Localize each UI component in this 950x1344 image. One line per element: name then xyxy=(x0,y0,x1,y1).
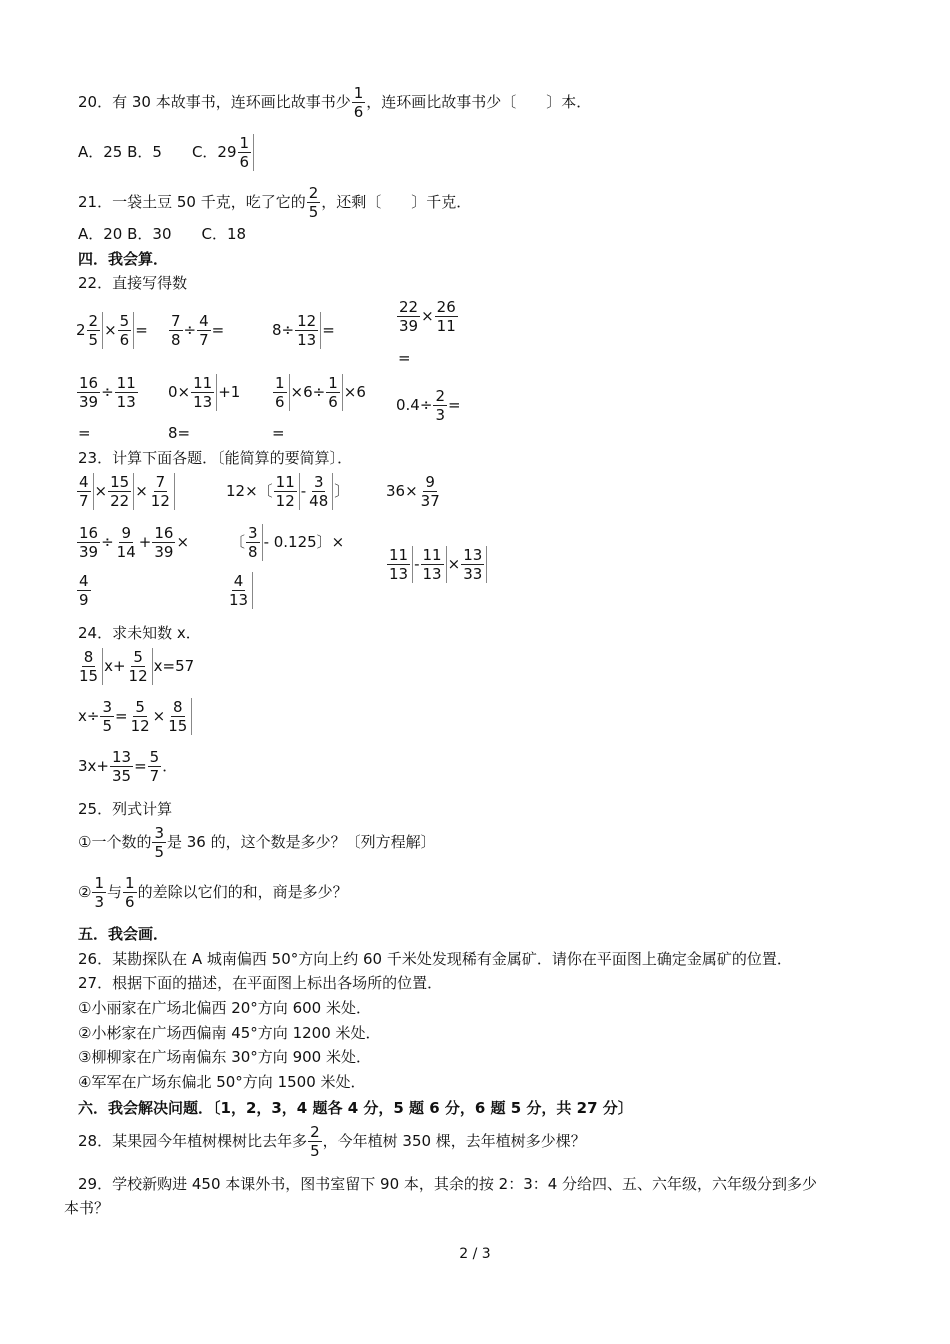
fraction: $\frac{9}{37}$ xyxy=(420,473,440,510)
fraction: $\frac{7}{8}$ xyxy=(171,312,181,349)
fraction: $\frac{11}{13}$ xyxy=(116,374,136,411)
q22-expr-7-eq: = xyxy=(272,424,285,442)
q27-item-4: ④军军在广场东偏北 50°方向 1500 米处． xyxy=(78,1073,366,1091)
question-26: 26．某勘探队在 A 城南偏西 50°方向上约 60 千米处发现稀有金属矿．请你在平面图上确定金属矿的位置． xyxy=(78,950,792,968)
q20-text: 20．有 30 本故事书，连环画比故事书少 xyxy=(78,93,351,111)
q25-item-1: ①一个数的 $\frac{3}{5}$ 是 36 的，这个数是多少？〔列方程解〕 xyxy=(78,824,436,861)
question-29-line-2: 本书？ xyxy=(64,1199,110,1217)
fraction: $\frac{2}{5}$ xyxy=(310,1123,320,1160)
fraction: $\frac{3}{48}$ xyxy=(307,473,333,510)
fraction: $\frac{11}{12}$ xyxy=(274,473,300,510)
fraction: $\frac{5}{12}$ xyxy=(127,648,153,685)
fraction: $\frac{1}{6}$ xyxy=(125,874,135,911)
fraction: $\frac{7}{12}$ xyxy=(149,473,175,510)
q27-item-2: ②小彬家在广场西偏南 45°方向 1200 米处． xyxy=(78,1024,381,1042)
fraction: $\frac{3}{8}$ xyxy=(246,524,263,561)
question-28: 28．某果园今年植树棵树比去年多 $\frac{2}{5}$ ，今年植树 350 棵，去年植树多少棵？ xyxy=(78,1123,586,1160)
fraction: $\frac{2}{3}$ xyxy=(435,387,445,424)
q22-expr-5: $\frac{16}{39}$ ÷ $\frac{11}{13}$ xyxy=(79,374,136,411)
fraction: $\frac{13}{35}$ xyxy=(112,748,132,785)
q24-eq-3: 3x+ $\frac{13}{35}$ = $\frac{5}{7}$ ． xyxy=(78,748,178,785)
fraction: $\frac{26}{11}$ xyxy=(436,298,456,335)
fraction: $\frac{2}{5}$ xyxy=(87,312,104,349)
q22-expr-6: 0× $\frac{11}{13}$ +1 xyxy=(168,374,241,411)
fraction: $\frac{4}{13}$ xyxy=(227,572,253,609)
fraction: $\frac{12}{13}$ xyxy=(295,312,321,349)
fraction: $\frac{2}{5}$ xyxy=(308,184,319,221)
q21-options: A．20 B．30 C．18 xyxy=(78,225,247,243)
fraction: $\frac{3}{5}$ xyxy=(102,698,112,735)
fraction: $\frac{4}{9}$ xyxy=(79,572,89,609)
fraction: $\frac{15}{22}$ xyxy=(108,473,134,510)
question-29-line-1: 29．学校新购进 450 本课外书，图书室留下 90 本，其余的按 2：3：4 分给四、五、六年级，六年级分到多少 xyxy=(78,1175,818,1193)
fraction: $\frac{1}{6}$ xyxy=(238,134,255,171)
q23-expr-6: $\frac{11}{13}$ - $\frac{11}{13}$ × $\frac{13}{33}$ xyxy=(386,546,488,583)
fraction: $\frac{13}{33}$ xyxy=(461,546,487,583)
fraction: $\frac{4}{7}$ xyxy=(77,473,94,510)
q20-options: A．25 B．5 C．29 $\frac{1}{6}$ xyxy=(78,134,255,171)
q22-expr-2: $\frac{7}{8}$ ÷ $\frac{4}{7}$ = xyxy=(171,312,225,349)
fraction: $\frac{3}{5}$ xyxy=(154,824,164,861)
q23-expr-5: 〔 $\frac{3}{8}$ - 0.125〕× xyxy=(230,524,345,561)
fraction: $\frac{11}{13}$ xyxy=(387,546,413,583)
q23-expr-1: $\frac{4}{7}$ × $\frac{15}{22}$ × $\frac{7}{12}$ xyxy=(76,473,176,510)
question-27-title: 27．根据下面的描述，在平面图上标出各场所的位置． xyxy=(78,974,443,992)
fraction: $\frac{8}{15}$ xyxy=(166,698,192,735)
fraction: $\frac{5}{12}$ xyxy=(130,698,150,735)
fraction: $\frac{1}{3}$ xyxy=(94,874,104,911)
question-20 xyxy=(78,84,591,121)
section-4-heading: 四．我会算． xyxy=(78,250,169,268)
section-5-heading: 五．我会画． xyxy=(78,925,169,943)
q23-expr-2: 12×〔 $\frac{11}{12}$ - $\frac{3}{48}$ 〕 xyxy=(226,473,350,510)
q23-expr-4-cont xyxy=(76,572,92,609)
q22-expr-3: 8÷ $\frac{12}{13}$ = xyxy=(272,312,335,349)
q23-expr-4: $\frac{16}{39}$ ÷ $\frac{9}{14}$ + $\frac{16}{39}$ × xyxy=(79,524,190,561)
q22-expr-8: 0.4÷ $\frac{2}{3}$ = xyxy=(396,387,461,424)
question-25-title: 25．列式计算 xyxy=(78,800,173,818)
q25-item-2: ② $\frac{1}{3}$ 与 $\frac{1}{6}$ 的差除以它们的和，商是多少？ xyxy=(78,874,348,911)
fraction: $\frac{16}{39}$ xyxy=(79,374,99,411)
q22-expr-5-eq: = xyxy=(78,424,91,442)
q22-expr-6-eq: 8= xyxy=(168,424,191,442)
q27-item-3: ③柳柳家在广场南偏东 30°方向 900 米处． xyxy=(78,1048,371,1066)
fraction: $\frac{16}{39}$ xyxy=(154,524,174,561)
question-24-title: 24．求未知数 x． xyxy=(78,624,201,642)
fraction: $\frac{9}{14}$ xyxy=(116,524,136,561)
q24-eq-2: x÷ $\frac{3}{5}$ = $\frac{5}{12}$ × $\frac{8}{15}$ xyxy=(78,698,193,735)
question-21: 21．一袋土豆 50 千克，吃了它的 $\frac{2}{5}$ ，还剩〔 〕千克． xyxy=(78,184,472,221)
q27-item-1: ①小丽家在广场北偏西 20°方向 600 米处． xyxy=(78,999,371,1017)
fraction: $\frac{11}{13}$ xyxy=(191,374,217,411)
fraction: $\frac{22}{39}$ xyxy=(399,298,419,335)
section-6-heading: 六．我会解决问题．〔1，2，3，4 题各 4 分，5 题 6 分，6 题 5 分，共 27 分〕 xyxy=(78,1099,633,1117)
q23-expr-3: 36× $\frac{9}{37}$ xyxy=(386,473,440,510)
question-23-title: 23．计算下面各题．〔能简算的要简算〕． xyxy=(78,449,353,467)
fraction: $\frac{5}{7}$ xyxy=(149,748,160,785)
fraction: $\frac{4}{7}$ xyxy=(199,312,209,349)
page-number: 2 / 3 xyxy=(459,1246,491,1262)
fraction: $\frac{1}{6}$ xyxy=(273,374,290,411)
q20-text-end: ，连环画比故事书少〔 〕本． xyxy=(366,93,592,111)
q22-expr-4-eq: = xyxy=(398,349,411,367)
q22-expr-7: $\frac{1}{6}$ ×6÷ $\frac{1}{6}$ ×6 xyxy=(275,374,366,411)
q24-eq-1: $\frac{8}{15}$ x+ $\frac{5}{12}$ x=57 xyxy=(79,648,195,685)
q22-expr-1: 2 $\frac{2}{5}$ × $\frac{5}{6}$ = xyxy=(76,312,148,349)
fraction: $\frac{1}{6}$ xyxy=(326,374,343,411)
q22-expr-4: $\frac{22}{39}$ × $\frac{26}{11}$ xyxy=(399,298,456,335)
q23-expr-5-cont xyxy=(226,572,254,609)
fraction: $\frac{1}{6}$ xyxy=(353,84,364,121)
fraction: $\frac{11}{13}$ xyxy=(421,546,447,583)
fraction: $\frac{16}{39}$ xyxy=(79,524,99,561)
question-22-title: 22．直接写得数 xyxy=(78,274,188,292)
fraction: $\frac{5}{6}$ xyxy=(118,312,135,349)
fraction: $\frac{8}{15}$ xyxy=(77,648,103,685)
